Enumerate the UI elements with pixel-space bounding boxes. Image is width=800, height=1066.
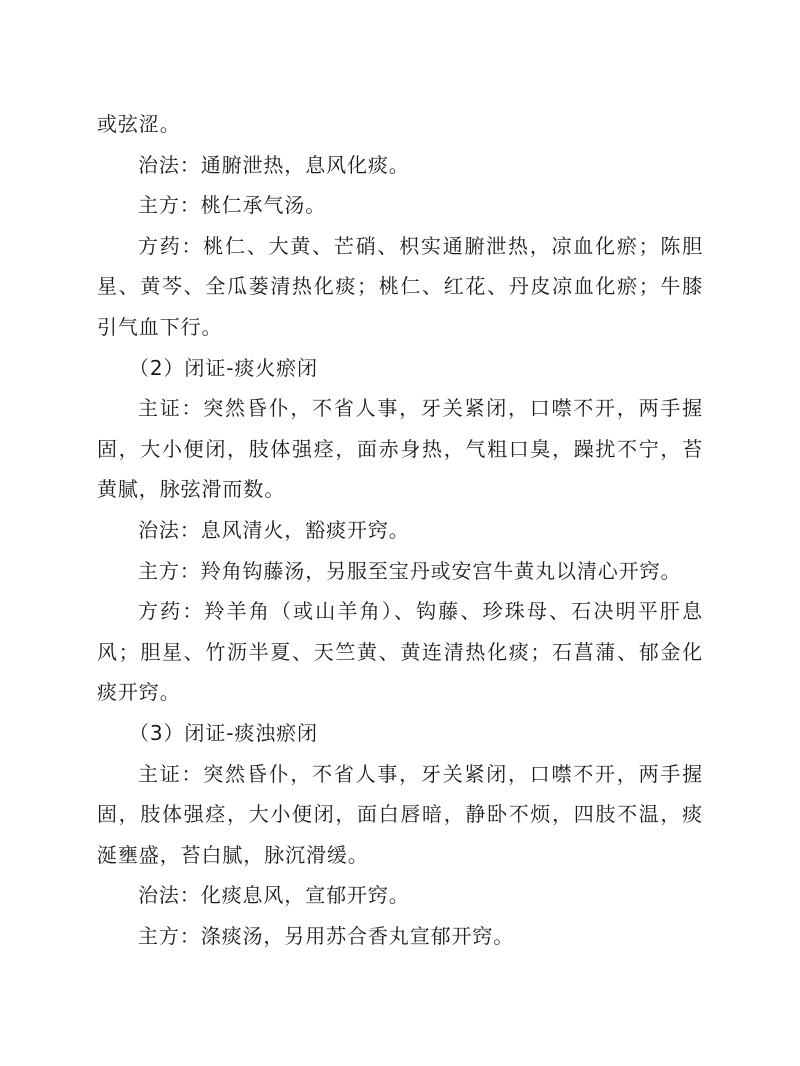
paragraph-main-formula-2: 主方：羚角钩藤汤，另服至宝丹或安宫牛黄丸以清心开窍。 — [138, 558, 682, 583]
paragraph-symptoms-3: 主证：突然昏仆，不省人事，牙关紧闭，口噤不开，两手握固，肢体强痉，大小便闭，面白唇暗，静卧不烦，四肢不温，痰涎壅盛，苔白腻，脉沉滑缓。 — [97, 761, 703, 867]
paragraph-main-formula-1: 主方：桃仁承气汤。 — [138, 193, 327, 218]
section-heading-2: （2）闭证-痰火瘀闭 — [129, 355, 318, 380]
paragraph-treatment-3: 治法：化痰息风，宣郁开窍。 — [138, 883, 410, 908]
paragraph-main-formula-3: 主方：涤痰汤，另用苏合香丸宣郁开窍。 — [138, 923, 515, 948]
paragraph-herbs-2: 方药：羚羊角（或山羊角）、钩藤、珍珠母、石决明平肝息风；胆星、竹沥半夏、天竺黄、黄连清热化痰；石菖蒲、郁金化痰开窍。 — [97, 599, 703, 705]
paragraph-treatment-1: 治法：通腑泄热，息风化痰。 — [138, 152, 410, 177]
paragraph-herbs-1: 方药：桃仁、大黄、芒硝、枳实通腑泄热，凉血化瘀；陈胆星、黄芩、全瓜蒌清热化痰；桃仁、红花、丹皮凉血化瘀；牛膝引气血下行。 — [97, 233, 703, 339]
document-page — [97, 104, 703, 956]
paragraph-symptoms-2: 主证：突然昏仆，不省人事，牙关紧闭，口噤不开，两手握固，大小便闭，肢体强痉，面赤身热，气粗口臭，躁扰不宁，苔黄腻，脉弦滑而数。 — [97, 396, 703, 502]
paragraph-treatment-2: 治法：息风清火，豁痰开窍。 — [138, 517, 410, 542]
section-heading-3: （3）闭证-痰浊瘀闭 — [129, 720, 318, 745]
paragraph-continuation: 或弦涩。 — [97, 112, 181, 136]
